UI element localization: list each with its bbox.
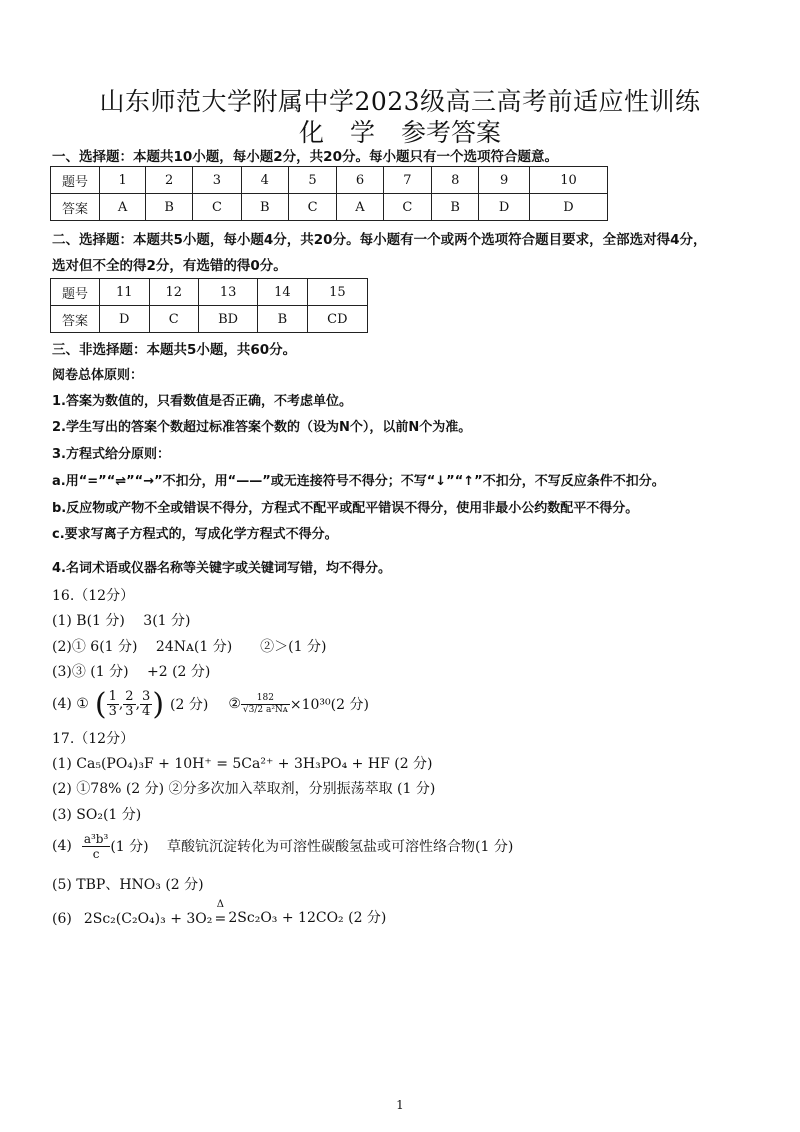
- table-cell: B: [258, 306, 308, 333]
- q16-line-1: (1) B(1 分) 3(1 分): [52, 613, 191, 629]
- fraction-denominator: c: [92, 846, 100, 861]
- table-cell: 12: [149, 279, 199, 306]
- document-title: 山东师范大学附属中学2023级高三高考前适应性训练: [99, 87, 701, 116]
- row-label-question: 题号: [51, 279, 100, 306]
- section2-heading-line2: 选对但不全的得2分，有选错的得0分。: [52, 258, 287, 274]
- table-cell: 10: [529, 167, 607, 194]
- q17-line-4: [52, 826, 513, 866]
- fraction-numerator: 3: [142, 688, 151, 704]
- table-cell: C: [288, 194, 337, 221]
- fraction-denominator: 3: [108, 703, 117, 719]
- table-cell: A: [337, 194, 383, 221]
- table-cell: B: [146, 194, 193, 221]
- fraction-denominator: √3/2 a²Nᴀ: [242, 704, 288, 715]
- table-cell: A: [100, 194, 146, 221]
- row-label-answer: 答案: [51, 306, 100, 333]
- table-cell: 7: [383, 167, 432, 194]
- fraction: [82, 832, 110, 861]
- q16-header: 16.（12分）: [52, 588, 135, 604]
- section1-heading: 一、选择题：本题共10小题，每小题2分，共20分。每小题只有一个选项符合题意。: [52, 149, 558, 165]
- fraction: [123, 690, 135, 719]
- section3-heading: 三、非选择题：本题共5小题，共60分。: [52, 342, 297, 358]
- q17-line-4-prefix: (4): [52, 838, 72, 854]
- table-cell: CD: [307, 306, 367, 333]
- left-paren: (: [94, 686, 107, 722]
- table-cell: 5: [288, 167, 337, 194]
- fraction-numerator: 1: [108, 688, 117, 704]
- fraction-denominator: 4: [142, 703, 151, 719]
- fraction-numerator: a³b³: [83, 831, 109, 846]
- table-cell: 4: [241, 167, 288, 194]
- fraction-numerator: 2: [125, 688, 134, 704]
- row-label-answer: 答案: [51, 194, 100, 221]
- table-cell: D: [100, 306, 150, 333]
- section1-answer-table: [50, 166, 608, 221]
- section2-answer-table: [50, 278, 368, 333]
- q16-line-4-times: ×10³⁰(2 分): [289, 697, 369, 713]
- table-cell: 13: [199, 279, 258, 306]
- table-cell: D: [479, 194, 530, 221]
- q16-line-4-prefix: (4) ①: [52, 696, 89, 712]
- q16-line-3: (3)③ (1 分) +2 (2 分): [52, 664, 211, 680]
- q17-line-1: (1) Ca₅(PO₄)₃F + 10H⁺ = 5Ca²⁺ + 3H₃PO₄ + HF (2 分): [52, 756, 433, 772]
- fraction: [107, 690, 119, 719]
- right-paren: ): [152, 686, 165, 722]
- heating-equals-sign: [212, 899, 228, 927]
- table-cell: D: [529, 194, 607, 221]
- table-cell: B: [432, 194, 479, 221]
- q17-line-5: (5) TBP、HNO₃ (2 分): [52, 877, 204, 893]
- q17-line-2: (2) ①78% (2 分) ②分多次加入萃取剂，分别振荡萃取 (1 分): [52, 781, 436, 797]
- q16-line-4-score: (2 分): [170, 697, 209, 713]
- grading-rule-3: 3.方程式给分原则：: [52, 447, 170, 462]
- comma: ,: [135, 696, 141, 712]
- table-cell: B: [241, 194, 288, 221]
- table-cell: C: [193, 194, 242, 221]
- section2-heading-line1: 二、选择题：本题共5小题，每小题4分，共20分。每小题有一个或两个选项符合题目要求，全部选对得4分，: [52, 232, 707, 248]
- equation-right: 2Sc₂O₃ + 12CO₂ (2 分): [228, 910, 387, 926]
- grading-rule-2: 2.学生写出的答案个数超过标准答案个数的（设为N个），以前N个为准。: [52, 420, 472, 435]
- table-cell: BD: [199, 306, 258, 333]
- equals-sign: =: [214, 911, 227, 927]
- q16-line-4: [52, 684, 369, 724]
- table-cell: 11: [100, 279, 150, 306]
- q16-line-2: (2)① 6(1 分) 24Nᴀ(1 分) ②＞(1 分): [52, 639, 327, 655]
- equation-left: 2Sc₂(C₂O₄)₃ + 3O₂: [83, 911, 213, 927]
- table-row: [51, 279, 368, 306]
- table-cell: 14: [258, 279, 308, 306]
- q17-line-4-rest: (1 分) 草酸钪沉淀转化为可溶性碳酸氢盐或可溶性络合物(1 分): [110, 839, 514, 855]
- delta-icon: Δ: [216, 899, 224, 910]
- fraction-numerator: 182: [241, 693, 290, 705]
- q16-line-4-part2: ②: [228, 696, 241, 712]
- document-subtitle: 化 学 参考答案: [299, 118, 501, 147]
- grading-rule-1: 1.答案为数值的，只看数值是否正确，不考虑单位。: [52, 394, 352, 409]
- row-label-question: 题号: [51, 167, 100, 194]
- table-cell: 9: [479, 167, 530, 194]
- table-cell: C: [383, 194, 432, 221]
- table-cell: 15: [307, 279, 367, 306]
- table-row: [51, 167, 608, 194]
- q17-line-6: [52, 897, 386, 927]
- table-row: [51, 306, 368, 333]
- table-cell: 2: [146, 167, 193, 194]
- q17-line-6-prefix: (6): [52, 911, 72, 927]
- fraction: [140, 690, 152, 719]
- table-cell: C: [149, 306, 199, 333]
- table-cell: 6: [337, 167, 383, 194]
- comma: ,: [118, 696, 124, 712]
- fraction-denominator: 3: [125, 703, 134, 719]
- grading-rule-3a: a.用“=”“⇌”“→”不扣分，用“——”或无连接符号不得分；不写“↓”“↑”不扣分，不写反应条件不扣分。: [52, 474, 665, 489]
- grading-rule-3c: c.要求写离子方程式的，写成化学方程式不得分。: [52, 527, 338, 542]
- grading-title: 阅卷总体原则：: [52, 368, 144, 383]
- page-number: 1: [396, 1098, 404, 1112]
- grading-rule-4: 4.名词术语或仪器名称等关键字或关键词写错，均不得分。: [52, 561, 391, 576]
- grading-rule-3b: b.反应物或产物不全或错误不得分，方程式不配平或配平错误不得分，使用非最小公约数配平不得分。: [52, 501, 639, 516]
- q17-header: 17.（12分）: [52, 731, 135, 747]
- table-row: [51, 194, 608, 221]
- table-cell: 8: [432, 167, 479, 194]
- table-cell: 1: [100, 167, 146, 194]
- table-cell: 3: [193, 167, 242, 194]
- density-fraction: [241, 693, 290, 716]
- q17-line-3: (3) SO₂(1 分): [52, 807, 142, 823]
